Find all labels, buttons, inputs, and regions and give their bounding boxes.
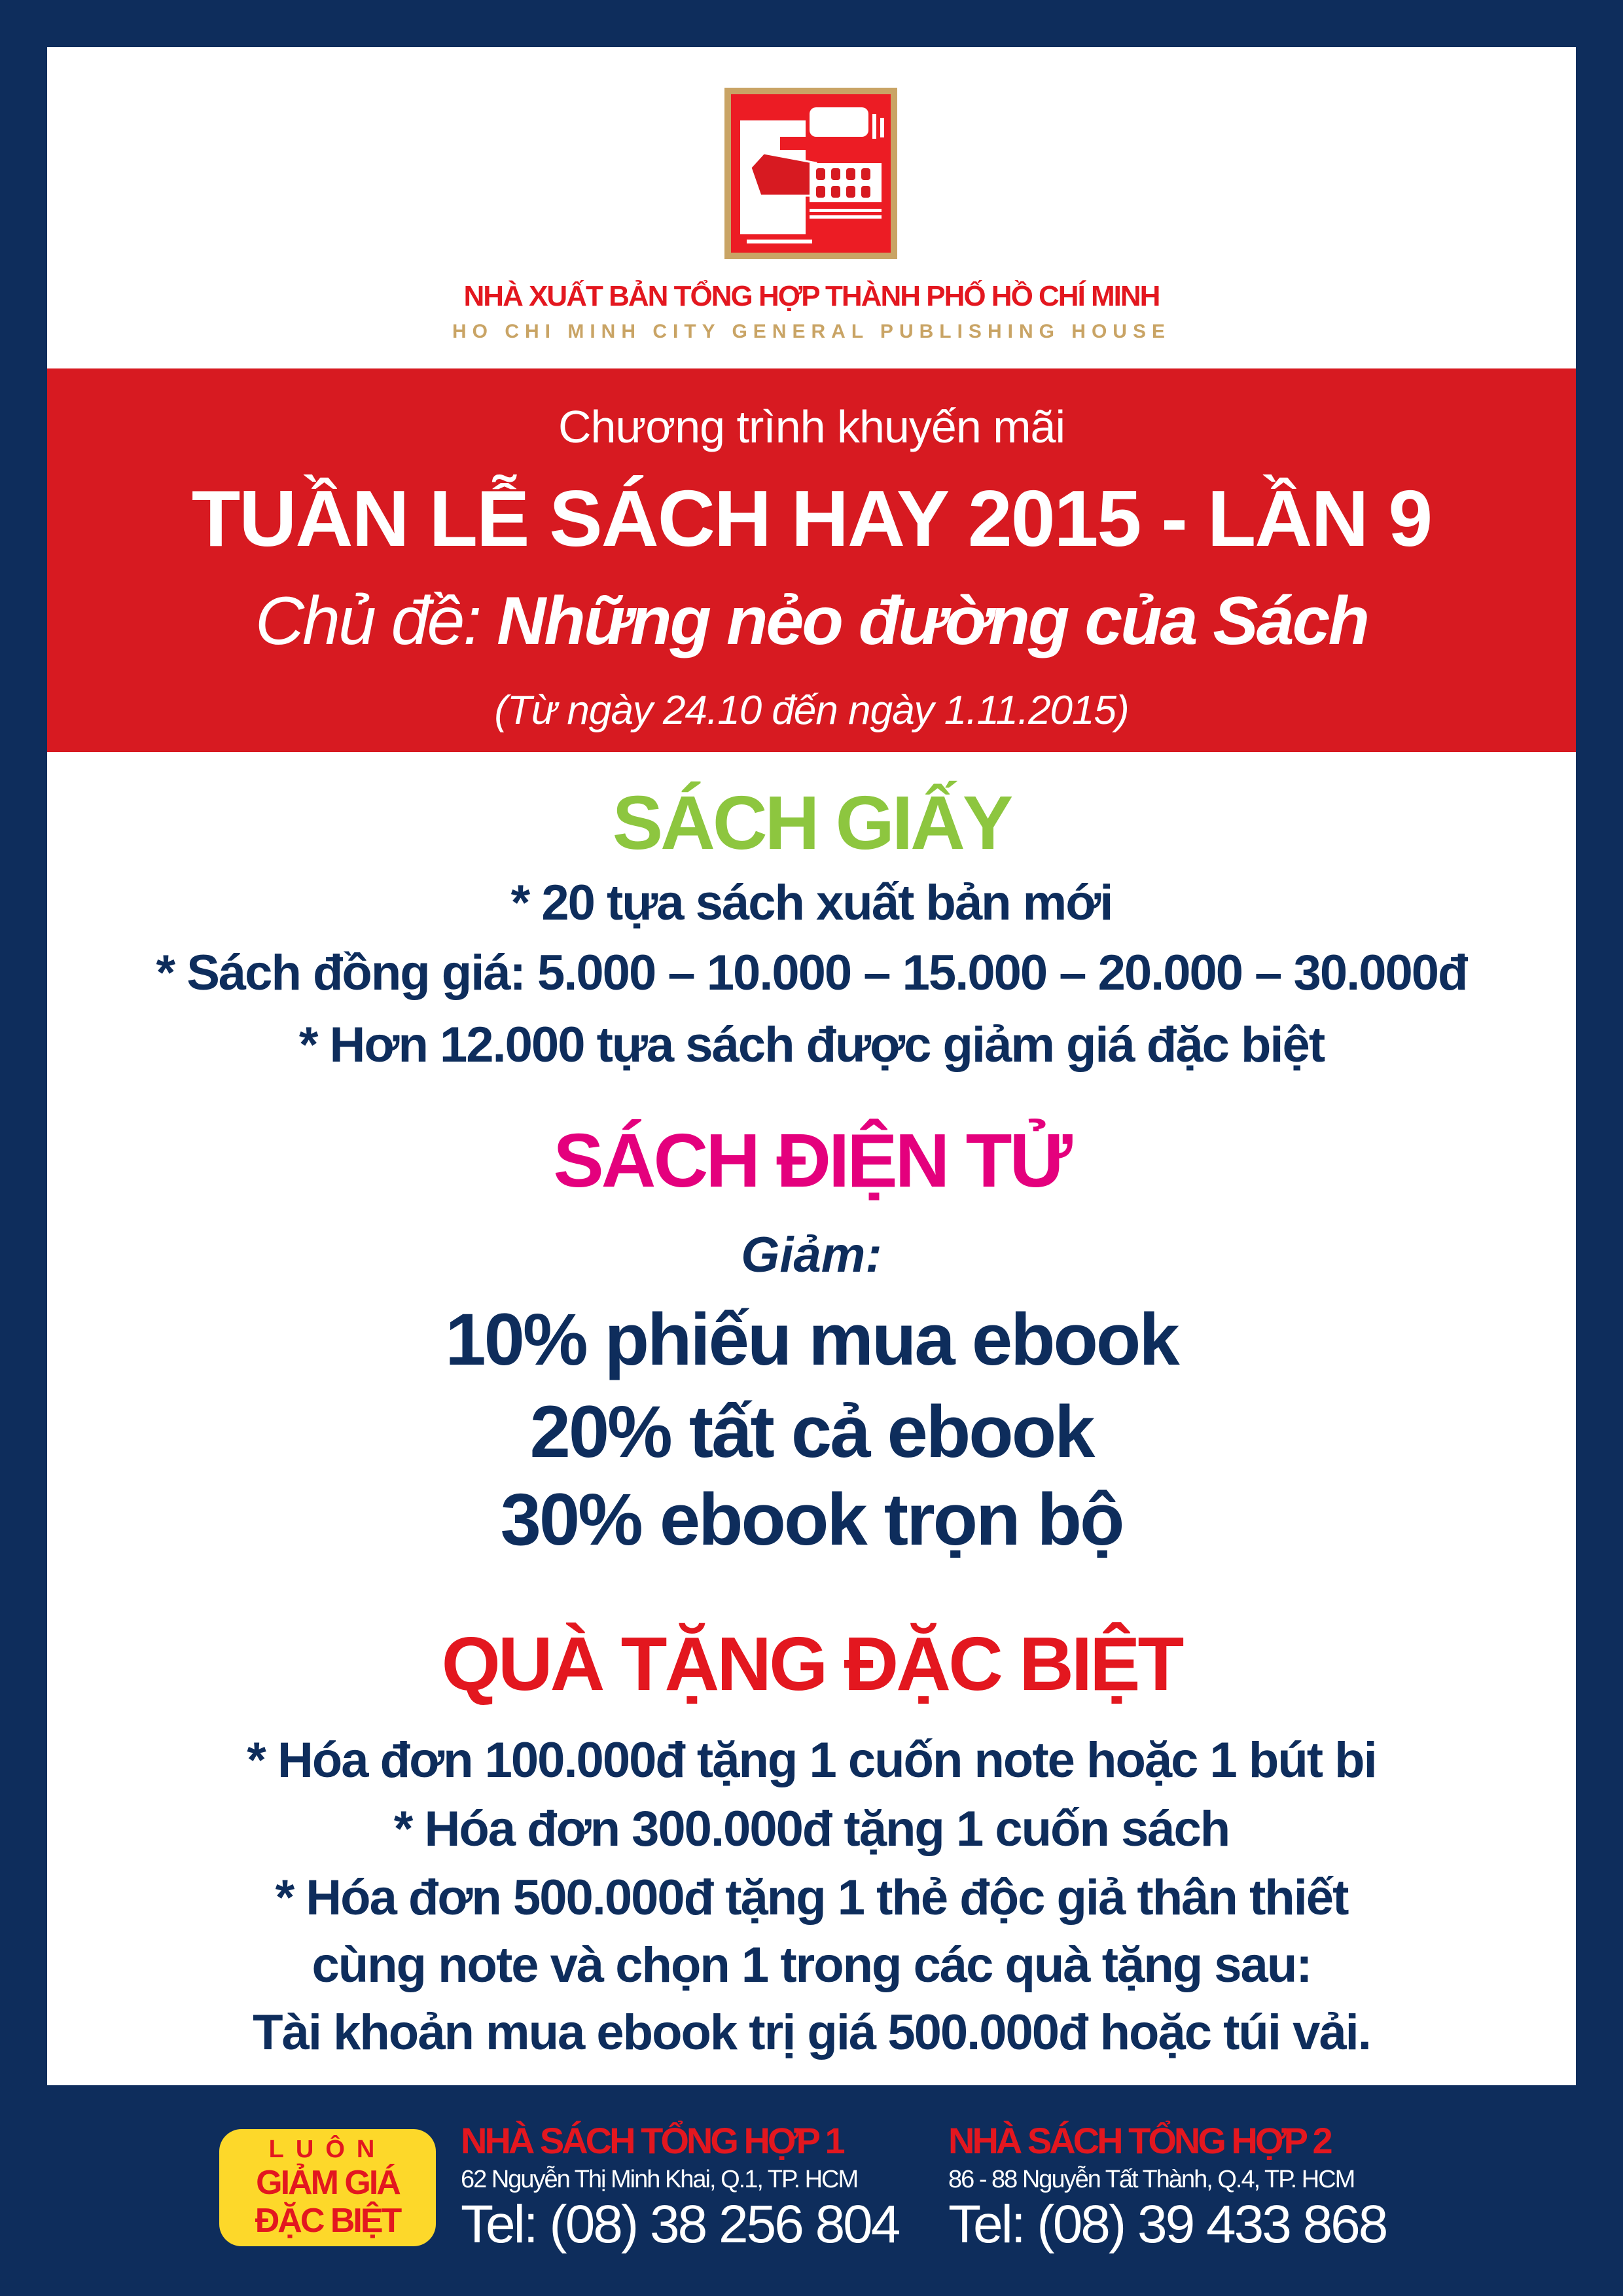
gifts-heading: QUÀ TẶNG ĐẶC BIỆT	[441, 1621, 1182, 1706]
store-1	[461, 2119, 899, 2255]
paper-books-item: * 20 tựa sách xuất bản mới	[510, 875, 1113, 931]
store-phone: Tel: (08) 38 256 804	[461, 2195, 899, 2254]
publisher-logo	[724, 88, 897, 259]
store-name: NHÀ SÁCH TỔNG HỢP 1	[461, 2120, 843, 2161]
gifts-item: Tài khoản mua ebook trị giá 500.000đ hoặc túi vải.	[253, 2005, 1370, 2060]
gifts-item: cùng note và chọn 1 trong các quà tặng sau:	[312, 1937, 1311, 1993]
promo-dates: (Từ ngày 24.10 đến ngày 1.11.2015)	[494, 688, 1129, 733]
badge-line: GIẢM GIÁ	[256, 2164, 399, 2202]
ebooks-item: 20% tất cả ebook	[529, 1391, 1094, 1473]
promo-title: TUẦN LỄ SÁCH HAY 2015 - LẦN 9	[191, 474, 1432, 563]
store-2	[948, 2119, 1386, 2255]
badge-line: LUÔN	[268, 2136, 387, 2163]
publisher-name-en: HO CHI MINH CITY GENERAL PUBLISHING HOUSE	[452, 321, 1171, 342]
store-address: 62 Nguyễn Thị Minh Khai, Q.1, TP. HCM	[461, 2166, 858, 2193]
promo-theme	[47, 583, 1576, 660]
badge-line: ĐẶC BIỆT	[255, 2202, 401, 2240]
ebooks-item: 30% ebook trọn bộ	[500, 1479, 1123, 1560]
gifts-item: * Hóa đơn 100.000đ tặng 1 cuốn note hoặc 1 bút bi	[247, 1732, 1376, 1788]
paper-books-item: * Hơn 12.000 tựa sách được giảm giá đặc biệt	[298, 1017, 1325, 1073]
store-name: NHÀ SÁCH TỔNG HỢP 2	[948, 2120, 1330, 2161]
gifts-item: * Hóa đơn 300.000đ tặng 1 cuốn sách	[393, 1801, 1230, 1857]
theme-label: Chủ đề:	[255, 583, 497, 659]
gifts-item: * Hóa đơn 500.000đ tặng 1 thẻ độc giả thân thiết	[275, 1870, 1348, 1926]
store-address: 86 - 88 Nguyễn Tất Thành, Q.4, TP. HCM	[948, 2166, 1355, 2193]
paper-books-heading: SÁCH GIẤY	[612, 780, 1011, 865]
theme-text: Những nẻo đường của Sách	[497, 583, 1368, 659]
ebooks-heading: SÁCH ĐIỆN TỬ	[553, 1118, 1070, 1203]
ebooks-discount-label: Giảm:	[741, 1227, 882, 1283]
store-phone: Tel: (08) 39 433 868	[948, 2195, 1387, 2254]
ebooks-item: 10% phiếu mua ebook	[445, 1299, 1178, 1380]
publisher-name-vn: NHÀ XUẤT BẢN TỔNG HỢP THÀNH PHỐ HỒ CHÍ MINH	[463, 280, 1160, 312]
discount-badge	[219, 2129, 436, 2246]
promo-intro: Chương trình khuyến mãi	[558, 401, 1065, 452]
paper-books-item: * Sách đồng giá: 5.000 – 10.000 – 15.000 – 20.000 – 30.000đ	[156, 945, 1467, 1001]
